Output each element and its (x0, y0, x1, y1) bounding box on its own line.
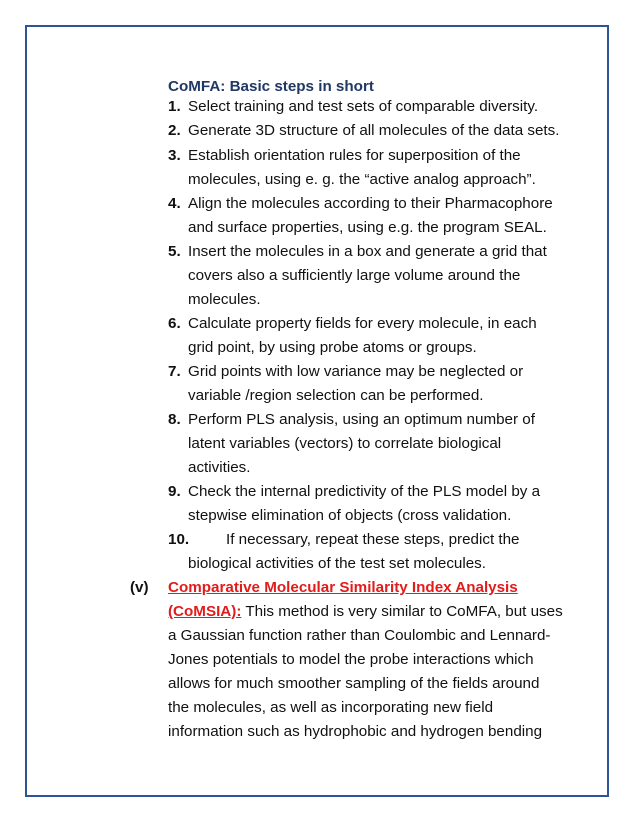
step-text: Check the internal predictivity of the PLS model by a (188, 483, 541, 500)
step-text: Establish orientation rules for superposition of the (188, 147, 521, 164)
step-text: stepwise elimination of objects (cross validation. (188, 507, 512, 524)
step-text: If necessary, repeat these steps, predict the (226, 531, 520, 548)
step-number: 10. (168, 531, 190, 548)
step-text: Grid points with low variance may be neglected or (188, 363, 524, 380)
step-text: Generate 3D structure of all molecules of the data sets. (188, 122, 560, 139)
section-title: Comparative Molecular Similarity Index Analysis (168, 579, 518, 596)
section-label: (v) (130, 579, 149, 596)
section-body-line: the molecules, as well as incorporating new field (168, 699, 494, 716)
step-number: 2. (168, 122, 181, 139)
section-body-line: information such as hydrophobic and hydrogen bending (168, 723, 543, 740)
section-body-line: a Gaussian function rather than Coulombic and Lennard- (168, 627, 551, 644)
step-text: Calculate property fields for every molecule, in each (188, 315, 537, 332)
section-body-line: Jones potentials to model the probe interactions which (168, 651, 534, 668)
step-number: 8. (168, 411, 181, 428)
step-number: 1. (168, 98, 181, 115)
step-text: molecules. (188, 291, 261, 308)
step-number: 4. (168, 195, 181, 212)
step-text: variable /region selection can be performed. (188, 387, 484, 404)
section-body-start: This method is very similar to CoMFA, but uses (241, 603, 563, 620)
step-number: 7. (168, 363, 181, 380)
step-text: latent variables (vectors) to correlate biological (188, 435, 502, 452)
step-text: covers also a sufficiently large volume around the (188, 267, 521, 284)
step-text: molecules, using e. g. the “active analog approach”. (188, 171, 536, 188)
section-title-abbrev: (CoMSIA): (168, 603, 242, 620)
step-text: Align the molecules according to their Pharmacophore (188, 195, 553, 212)
section-heading: CoMFA: Basic steps in short (168, 78, 374, 95)
section-body-line: allows for much smoother sampling of the fields around (168, 675, 540, 692)
step-text: and surface properties, using e.g. the program SEAL. (188, 219, 547, 236)
step-text: grid point, by using probe atoms or groups. (188, 339, 477, 356)
step-number: 3. (168, 147, 181, 164)
step-text: Insert the molecules in a box and generate a grid that (188, 243, 547, 260)
step-number: 5. (168, 243, 181, 260)
step-number: 6. (168, 315, 181, 332)
step-text: Select training and test sets of comparable diversity. (188, 98, 539, 115)
section-title-line2 (168, 603, 563, 620)
step-text: Perform PLS analysis, using an optimum number of (188, 411, 535, 428)
step-text: activities. (188, 459, 251, 476)
step-text: biological activities of the test set molecules. (188, 555, 486, 572)
step-number: 9. (168, 483, 181, 500)
